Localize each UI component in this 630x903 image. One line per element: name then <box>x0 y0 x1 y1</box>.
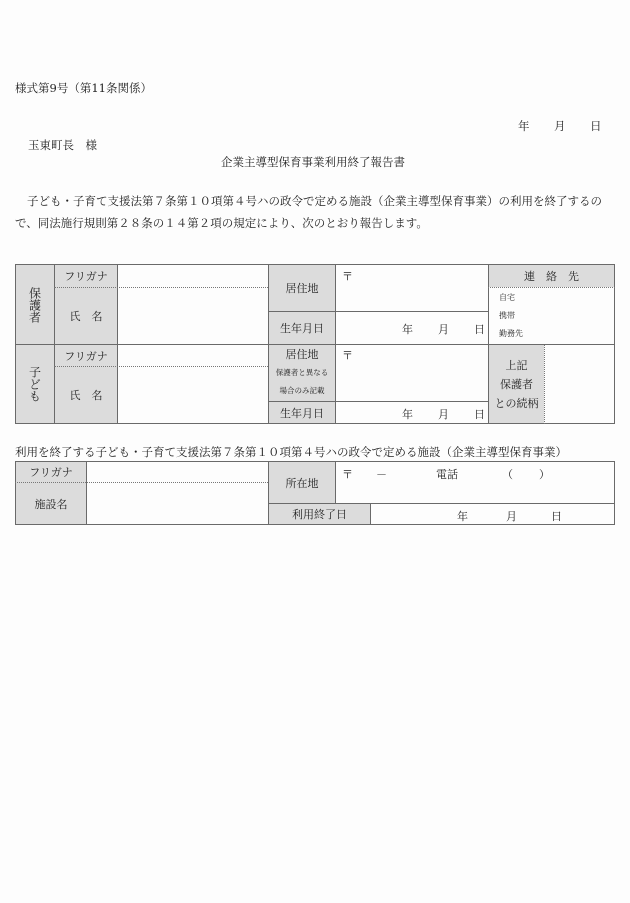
end-date-label: 利用終了日 <box>292 508 347 521</box>
child-address-label-cell <box>269 345 335 401</box>
relation-label-cell <box>489 345 544 423</box>
report-date-month: 月 <box>554 119 566 133</box>
body-paragraph <box>15 190 625 234</box>
location-label: 所在地 <box>285 476 319 490</box>
addressee: 玉東町長 様 <box>28 138 97 152</box>
guardian-section-label: 保護者 <box>27 286 42 323</box>
day-unit: 日 <box>474 408 485 421</box>
postal-mark: 〒 <box>342 349 353 362</box>
facility-furigana-input[interactable] <box>87 462 268 482</box>
form-number: 様式第9号（第11条関係） <box>15 81 152 95</box>
child-birthdate-label: 生年月日 <box>280 406 324 420</box>
postal-dash: － <box>376 468 387 481</box>
guardian-birthdate-label: 生年月日 <box>280 322 324 335</box>
month-unit: 月 <box>438 323 449 336</box>
guardian-furigana-input[interactable] <box>118 265 268 287</box>
body-line-2: で、同法施行規則第２８条の１４第２項の規定により、次のとおり報告します。 <box>15 216 428 230</box>
child-address-note2: 場合のみ記載 <box>279 386 325 395</box>
child-furigana-input[interactable] <box>118 345 268 366</box>
phone-label: 電話 <box>436 468 458 481</box>
contact-input[interactable] <box>489 288 614 344</box>
guardian-address-input[interactable] <box>336 265 488 311</box>
facility-name-label: 施設名 <box>34 497 68 511</box>
end-date-input[interactable] <box>371 504 614 524</box>
page-title: 企業主導型保育事業利用終了報告書 <box>221 155 405 169</box>
day-unit: 日 <box>474 323 485 336</box>
guardian-name-label: 氏 名 <box>69 310 103 323</box>
child-address-note1: 保護者と異なる <box>275 368 329 377</box>
relation-line-3: との続柄 <box>494 396 539 410</box>
facility-caption: 利用を終了する子ども・子育て支援法第７条第１０項第４号ハの政令で定める施設（企業主導型保育事業） <box>15 445 567 459</box>
location-input[interactable] <box>336 462 614 503</box>
child-birthdate-input[interactable] <box>336 402 488 423</box>
child-address-label: 居住地 <box>285 348 319 361</box>
contact-work-label: 勤務先 <box>499 329 523 338</box>
guardian-furigana-label: フリガナ <box>64 270 108 283</box>
child-furigana-label: フリガナ <box>64 349 108 363</box>
relation-line-2: 保護者 <box>500 377 533 391</box>
report-date-year: 年 <box>518 119 530 133</box>
phone-paren-close: ） <box>539 468 550 481</box>
child-name-input[interactable] <box>118 367 268 423</box>
postal-mark: 〒 <box>342 468 353 481</box>
relation-line-1: 上記 <box>505 358 528 372</box>
year-unit: 年 <box>402 408 413 421</box>
child-section-label: 子ども <box>27 366 42 402</box>
contact-mobile-label: 携帯 <box>499 311 515 320</box>
child-address-input[interactable] <box>336 345 488 401</box>
phone-paren-open: （ <box>502 468 513 481</box>
relation-input[interactable] <box>545 345 614 423</box>
guardian-birthdate-input[interactable] <box>336 312 488 344</box>
month-unit: 月 <box>438 408 449 421</box>
report-date-day: 日 <box>590 119 602 133</box>
guardian-address-label: 居住地 <box>285 282 319 295</box>
contact-home-label: 自宅 <box>499 293 515 302</box>
day-unit: 日 <box>551 510 562 523</box>
facility-furigana-label: フリガナ <box>29 466 73 479</box>
guardian-name-input[interactable] <box>118 288 268 344</box>
year-unit: 年 <box>457 510 468 523</box>
child-name-label: 氏 名 <box>69 389 103 402</box>
contact-header: 連 絡 先 <box>524 270 579 283</box>
body-line-1: 子ども・子育て支援法第７条第１０項第４号ハの政令で定める施設（企業主導型保育事業）の利用を終了するの <box>27 194 602 208</box>
month-unit: 月 <box>506 510 517 523</box>
facility-name-input[interactable] <box>87 483 268 524</box>
year-unit: 年 <box>402 323 413 336</box>
postal-mark: 〒 <box>342 270 353 283</box>
